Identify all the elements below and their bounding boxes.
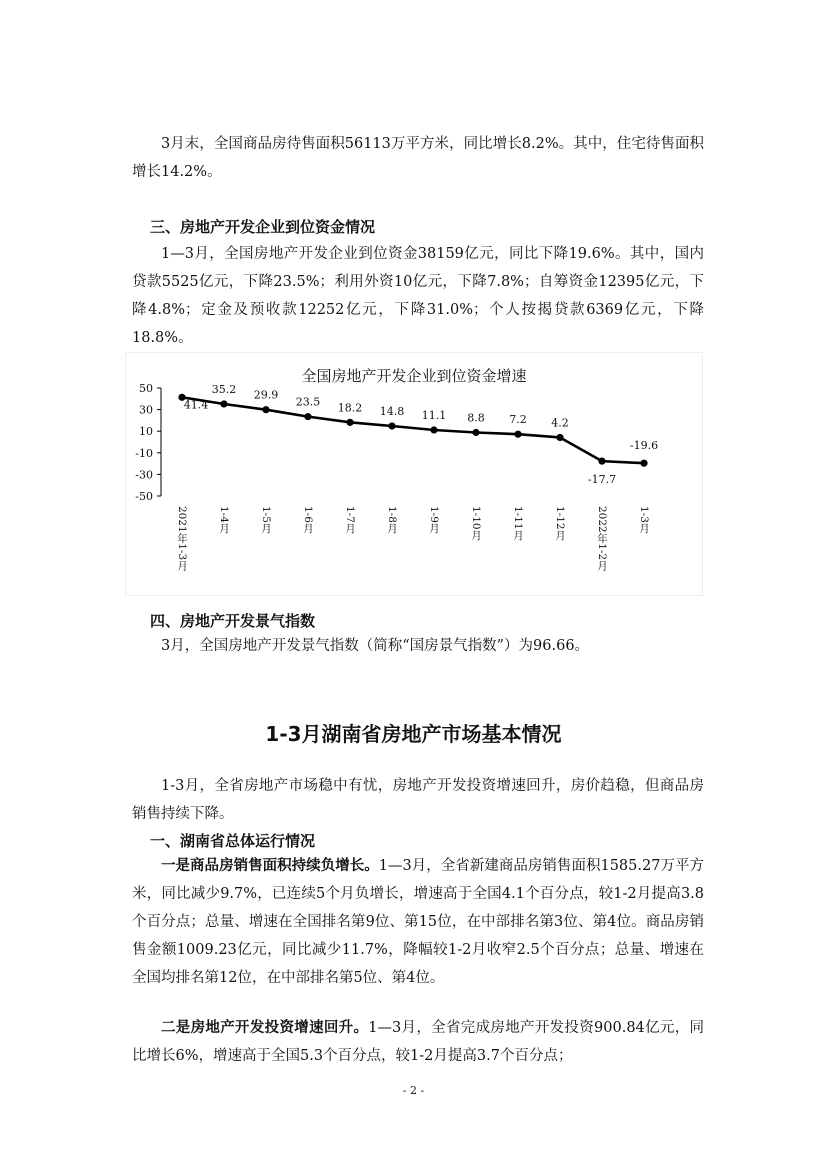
data-points <box>178 394 647 467</box>
data-label: 14.8 <box>379 405 405 419</box>
hunan-title: 1-3月湖南省房地产市场基本情况 <box>265 722 562 746</box>
chart-canvas <box>126 353 702 595</box>
x-tick-label: 1-8月 <box>386 506 398 534</box>
hunan-paragraph-2 <box>132 1014 704 1070</box>
page-number: - 2 - <box>402 1084 425 1097</box>
paragraph-1-lead: 一是商品房销售面积持续负增长。 <box>161 858 379 874</box>
data-label: 41.4 <box>183 398 209 412</box>
y-tick-label: -10 <box>135 446 153 460</box>
data-label: 23.5 <box>295 395 321 409</box>
data-label: -19.6 <box>629 439 659 453</box>
data-point <box>556 434 563 441</box>
y-tick-label: 50 <box>139 382 153 395</box>
data-point <box>598 458 605 465</box>
index-paragraph: 3月，全国房地产开发景气指数（简称“国房景气指数”）为96.66。 <box>161 638 590 654</box>
data-point <box>472 429 479 436</box>
x-tick-label: 1-4月 <box>218 506 230 534</box>
x-tick-label: 1-7月 <box>344 506 356 534</box>
funds-paragraph: 1—3月，全国房地产开发企业到位资金38159亿元，同比下降19.6%。其中，国内贷款5525亿元，下降23.5%；利用外资10亿元，下降7.8%；自筹资金12395亿元，下降4.8%；定金及预收款12252亿元，下降31.0%；个人按揭贷款6369亿元，下降18.8%。 <box>132 246 704 346</box>
y-tick-label: -30 <box>135 468 153 482</box>
inventory-paragraph: 3月末，全国商品房待售面积56113万平方米，同比增长8.2%。其中，住宅待售面积增长14.2%。 <box>132 136 704 180</box>
y-tick-label: 10 <box>139 425 153 439</box>
data-label: 4.2 <box>551 416 569 430</box>
data-point <box>346 419 353 426</box>
data-labels <box>184 383 658 486</box>
data-point <box>220 400 227 407</box>
data-point <box>388 422 395 429</box>
paragraph-2-text: 1—3月，全省完成房地产开发投资900.84亿元，同比增长6%，增速高于全国5.3个百分点，较1-2月提高3.7个百分点； <box>132 1020 705 1064</box>
data-label: 29.9 <box>253 388 279 402</box>
data-label: 18.2 <box>337 401 363 415</box>
x-tick-label: 1-12月 <box>554 506 566 541</box>
chart-title: 全国房地产开发企业到位资金增速 <box>301 367 527 385</box>
y-tick-label: 30 <box>139 403 153 417</box>
hunan-paragraph-1 <box>132 852 704 992</box>
x-axis-ticks <box>176 506 650 571</box>
data-point <box>262 406 269 413</box>
x-tick-label: 1-10月 <box>470 506 482 541</box>
funds-growth-chart <box>125 352 703 596</box>
x-tick-label: 1-3月 <box>638 506 650 534</box>
x-tick-label: 1-11月 <box>512 506 524 541</box>
hunan-heading: 一、湖南省总体运行情况 <box>150 832 316 850</box>
x-tick-label: 1-6月 <box>302 506 314 534</box>
x-tick-label: 1-9月 <box>428 506 440 534</box>
x-tick-label: 2021年1-3月 <box>176 506 188 571</box>
data-point <box>640 460 647 467</box>
x-tick-label: 2022年1-2月 <box>596 506 608 571</box>
data-label: 8.8 <box>467 411 485 425</box>
data-label: -17.7 <box>587 473 617 487</box>
data-label: 11.1 <box>421 409 447 423</box>
series-line <box>182 397 644 463</box>
hunan-intro: 1-3月，全省房地产市场稳中有忧，房地产开发投资增速回升，房价趋稳，但商品房销售持续下降。 <box>132 778 704 822</box>
data-point <box>304 413 311 420</box>
index-heading: 四、房地产开发景气指数 <box>150 612 316 630</box>
paragraph-1-text: 1—3月，全省新建商品房销售面积1585.27万平方米，同比减少9.7%，已连续5个月负增长，增速高于全国4.1个百分点，较1-2月提高3.8个百分点；总量、增速在全国排名第9位、第15位，在中部排名第3位、第4位。商品房销售金额1009.23亿元，同比减少11.7%，降幅较1-2月收窄2.5个百分点；总量、增速在全国均排名第12位，在中部排名第5位、第4位。 <box>132 858 704 986</box>
x-tick-label: 1-5月 <box>260 506 272 534</box>
y-axis-ticks <box>135 382 161 503</box>
paragraph-2-lead: 二是房地产开发投资增速回升。 <box>161 1020 369 1036</box>
y-tick-label: -50 <box>135 490 153 503</box>
data-point <box>514 431 521 438</box>
data-point <box>430 426 437 433</box>
data-label: 7.2 <box>509 413 527 427</box>
data-label: 35.2 <box>211 382 237 396</box>
funds-heading: 三、房地产开发企业到位资金情况 <box>150 218 376 236</box>
